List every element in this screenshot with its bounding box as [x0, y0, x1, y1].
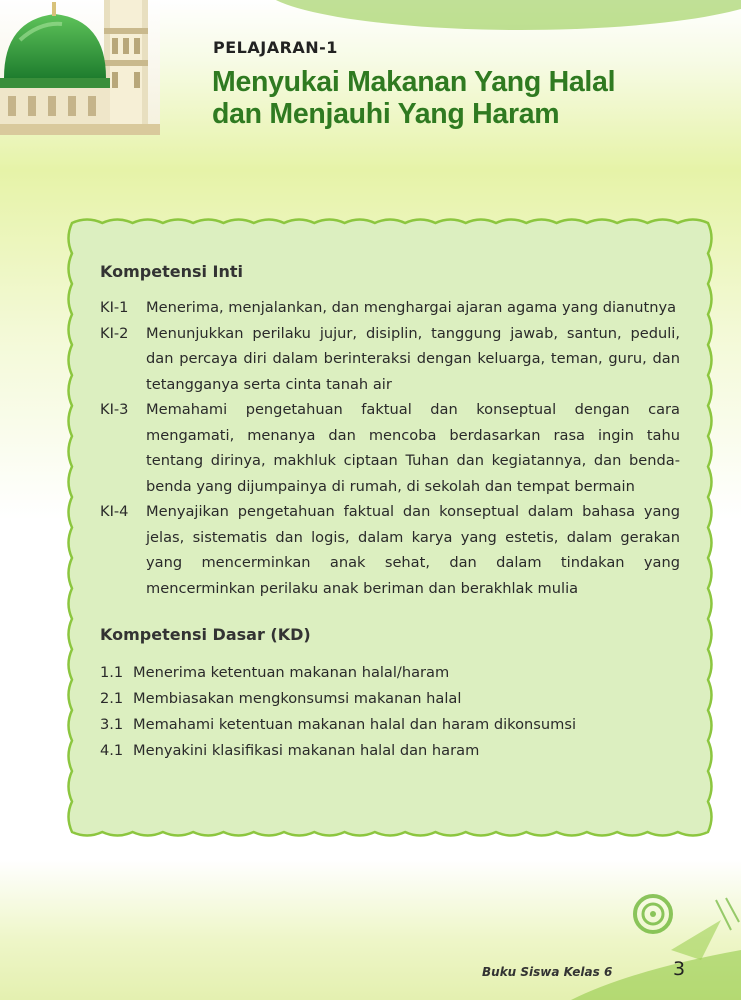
- title-line-1: Menyukai Makanan Yang Halal: [212, 66, 616, 98]
- swirl-decoration: [571, 890, 741, 1000]
- ki-code: KI-2: [100, 324, 129, 342]
- mosque-illustration: [0, 0, 160, 135]
- kd-number: 2.1: [100, 690, 124, 707]
- kompetensi-dasar-list: [100, 660, 680, 764]
- content-area: [100, 262, 680, 764]
- kd-number: 4.1: [100, 742, 124, 759]
- title-line-2: dan Menjauhi Yang Haram: [212, 98, 560, 130]
- ki-text: Menerima, menjalankan, dan menghargai ajaran agama yang dianutnya: [146, 299, 677, 316]
- kd-text: Membiasakan mengkonsumsi makanan halal: [133, 690, 462, 707]
- kd-number: 3.1: [100, 716, 124, 733]
- ki-item: [100, 295, 680, 321]
- kd-text: Menyakini klasifikasi makanan halal dan haram: [133, 742, 480, 759]
- kd-number: 1.1: [100, 664, 124, 681]
- ki-text: Menyajikan pengetahuan faktual dan konseptual dalam bahasa yang jelas, sistematis dan logis, dalam karya yang estetis, dalam gerakan yang mencerminkan anak sehat, dan dalam tindakan yang mencerminkan perilaku anak beriman dan berakhlak mulia: [146, 503, 680, 597]
- ki-item: [100, 321, 680, 398]
- kd-item: [100, 660, 680, 686]
- lesson-label: PELAJARAN-1: [213, 38, 338, 57]
- kd-item: [100, 738, 680, 764]
- ki-item: [100, 499, 680, 601]
- top-decoration-arc: [261, 0, 741, 30]
- ki-text: Menunjukkan perilaku jujur, disiplin, tanggung jawab, santun, peduli, dan percaya diri dalam berinteraksi dengan keluarga, teman, guru, dan tetangganya serta cinta tanah air: [146, 324, 680, 393]
- kd-text: Menerima ketentuan makanan halal/haram: [133, 664, 450, 681]
- page-title: [212, 66, 615, 130]
- page-number: 3: [673, 958, 686, 980]
- kd-item: [100, 686, 680, 712]
- kompetensi-dasar-heading: Kompetensi Dasar (KD): [100, 625, 311, 644]
- ki-code: KI-4: [100, 503, 129, 520]
- kompetensi-inti-list: [100, 295, 680, 601]
- ki-text: Memahami pengetahuan faktual dan konseptual dengan cara mengamati, menanya dan mencoba berdasarkan rasa ingin tahu tentang dirinya, makhluk ciptaan Tuhan dan kegiatannya, dan benda-benda yang dijumpainya di rumah, di sekolah dan tempat bermain: [146, 401, 680, 495]
- kd-text: Memahami ketentuan makanan halal dan haram dikonsumsi: [133, 716, 576, 733]
- ki-item: [100, 397, 680, 499]
- kompetensi-inti-heading: Kompetensi Inti: [100, 262, 244, 281]
- kd-item: [100, 712, 680, 738]
- book-label: Buku Siswa Kelas 6: [482, 965, 613, 979]
- ki-code: KI-1: [100, 299, 129, 316]
- ki-code: KI-3: [100, 401, 129, 418]
